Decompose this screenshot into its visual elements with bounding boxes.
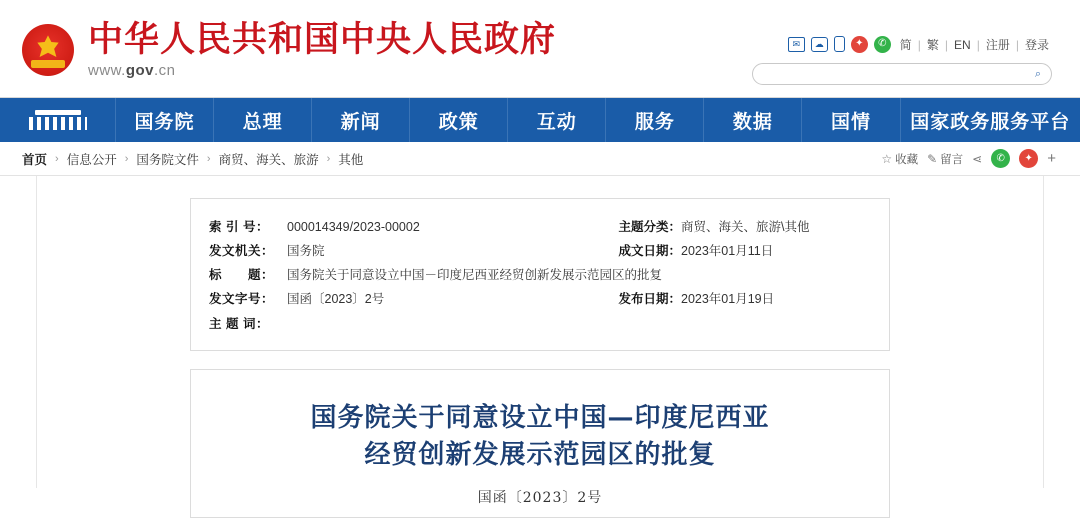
breadcrumb-item-state-council-docs[interactable]: 国务院文件 [136,150,199,168]
left-rail-divider [36,176,37,488]
plus-icon[interactable]: + [1047,150,1056,167]
breadcrumb-tools [881,149,1056,168]
meta-value-index-number: 000014349/2023-00002 [287,215,597,239]
document-content [190,176,890,518]
nav-item-guowuyuan[interactable]: 国务院 [116,98,214,142]
favorite-label: 收藏 [895,151,918,167]
meta-value-document-number: 国函〔2023〕2号 [287,287,597,311]
page-title [231,400,849,475]
weibo-icon[interactable]: ✦ [1019,149,1038,168]
nav-item-fuwu[interactable]: 服务 [606,98,704,142]
page-body [0,176,1080,488]
nav-item-zongli[interactable]: 总理 [214,98,312,142]
breadcrumb-item-home[interactable]: 首页 [22,150,47,168]
mail-icon[interactable]: ✉ [788,37,805,52]
document-number: 国函〔2023〕2号 [231,487,849,507]
message-label: 留言 [940,151,963,167]
link-traditional[interactable]: 繁 [924,38,942,52]
meta-key-document-number: 发文字号： [209,287,287,311]
link-english[interactable]: EN [951,38,974,52]
meta-value-subject-category: 商贸、海关、旅游\其他 [681,215,871,239]
breadcrumb-separator: › [125,153,129,165]
table-row [209,312,871,336]
national-emblem-icon [22,24,74,76]
star-icon: ☆ [881,152,892,166]
gate-home-icon [27,108,89,132]
meta-key-title: 标 题： [209,263,287,287]
breadcrumb-separator: › [55,153,59,165]
nav-item-zhengce[interactable]: 政策 [410,98,508,142]
breadcrumb-row [0,142,1080,176]
cloud-icon[interactable]: ☁ [811,37,828,52]
breadcrumb [22,150,363,168]
link-simplified[interactable]: 简 [897,38,915,52]
meta-value-title: 国务院关于同意设立中国－印度尼西亚经贸创新发展示范园区的批复 [287,263,871,287]
favorite-button[interactable] [881,151,918,167]
breadcrumb-separator: › [327,153,331,165]
meta-key-written-date: 成文日期： [597,239,681,263]
site-logo[interactable] [22,22,556,79]
meta-key-publish-date: 发布日期： [597,287,681,311]
weibo-icon[interactable]: ✦ [851,36,868,53]
header-links: 简 | 繁 | EN | 注册 | 登录 [897,36,1052,53]
metadata-table [209,215,871,336]
meta-key-subject-category: 主题分类： [597,215,681,239]
document-metadata-box [190,198,890,351]
document-title-line1: 国务院关于同意设立中国—印度尼西亚 [231,400,849,438]
search-input[interactable] [763,64,1013,84]
table-row [209,287,871,311]
table-row [209,239,871,263]
main-nav [0,98,1080,142]
header-icon-row [752,34,1052,54]
message-button[interactable] [927,151,963,167]
meta-value-written-date: 2023年01月11日 [681,239,871,263]
site-domain-mid: gov [126,62,154,79]
mobile-icon[interactable] [834,36,845,52]
breadcrumb-item-trade-customs-tourism[interactable]: 商贸、海关、旅游 [219,150,319,168]
table-row [209,263,871,287]
wechat-icon[interactable]: ✆ [874,36,891,53]
breadcrumb-separator: › [207,153,211,165]
document-body-box [190,369,890,518]
document-title-line2: 经贸创新发展示范园区的批复 [231,437,849,475]
meta-key-keywords: 主 题 词： [209,312,287,336]
site-domain-suffix: .cn [154,62,176,79]
link-login[interactable]: 登录 [1022,38,1052,52]
pen-icon: ✎ [927,152,937,166]
site-header [0,0,1080,98]
header-utility-area [752,34,1052,85]
share-icon[interactable]: ⋖ [972,152,982,166]
search-icon[interactable]: ⌕ [1031,67,1045,81]
table-row [209,215,871,239]
meta-value-publish-date: 2023年01月19日 [681,287,871,311]
nav-item-hudong[interactable]: 互动 [508,98,606,142]
wechat-icon[interactable]: ✆ [991,149,1010,168]
search-bar[interactable] [752,63,1052,85]
nav-item-xinwen[interactable]: 新闻 [312,98,410,142]
meta-key-issuing-agency: 发文机关： [209,239,287,263]
site-domain [88,62,556,79]
right-rail-divider [1043,176,1044,488]
site-domain-prefix: www. [88,62,126,79]
meta-value-keywords [287,312,871,336]
link-register[interactable]: 注册 [983,38,1013,52]
nav-item-guoqing[interactable]: 国情 [802,98,900,142]
nav-item-shuju[interactable]: 数据 [704,98,802,142]
site-title: 中华人民共和国中央人民政府 [88,22,556,59]
nav-home[interactable] [0,98,116,142]
meta-key-index-number: 索 引 号： [209,215,287,239]
nav-item-service-platform[interactable]: 国家政务服务平台 [901,98,1080,142]
breadcrumb-item-info-disclosure[interactable]: 信息公开 [67,150,117,168]
breadcrumb-item-other[interactable]: 其他 [338,150,363,168]
meta-value-issuing-agency: 国务院 [287,239,597,263]
